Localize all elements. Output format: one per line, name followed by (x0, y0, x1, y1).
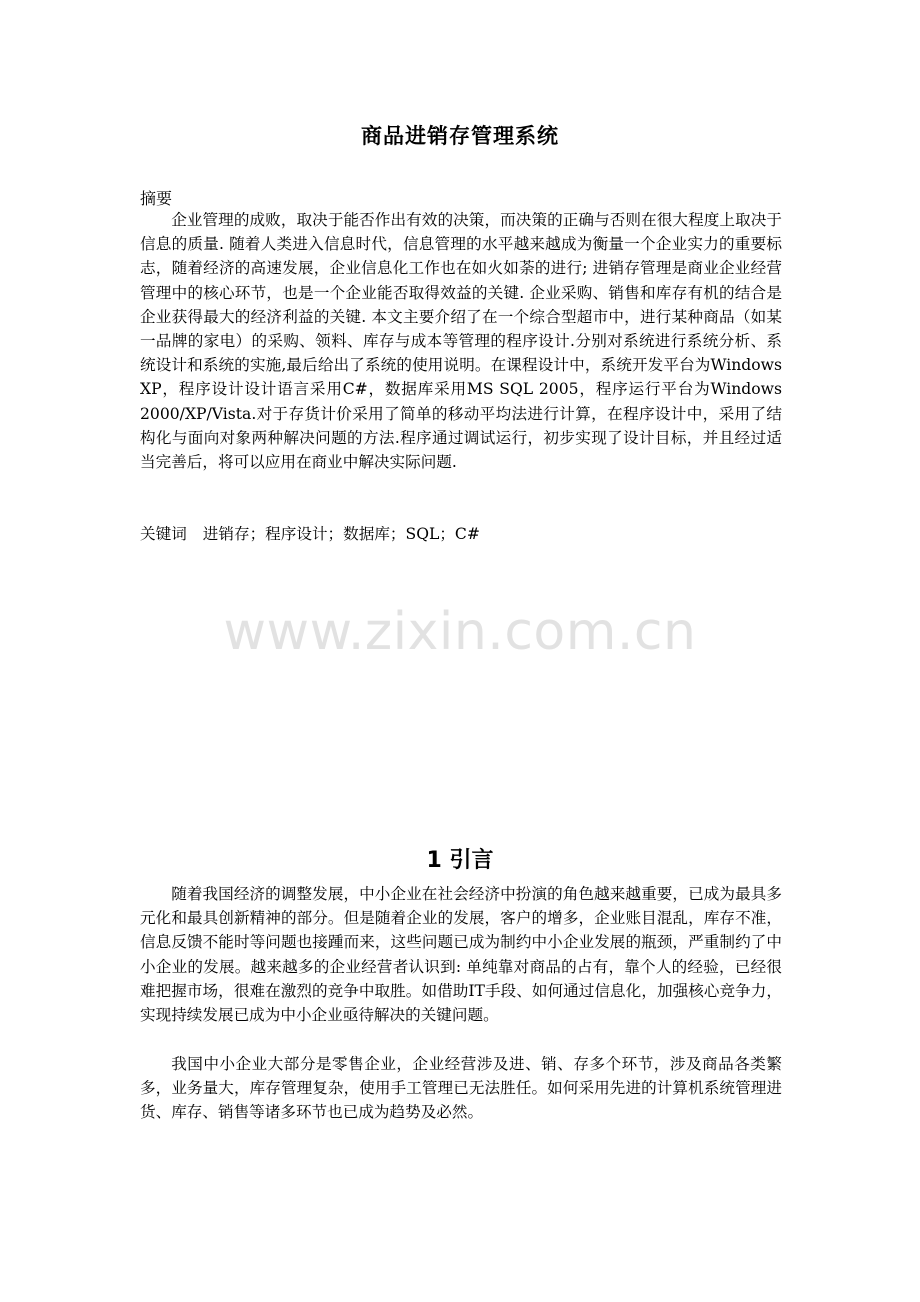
section-heading-introduction: 1 引言 (426, 848, 494, 873)
introduction-paragraph: 我国中小企业大部分是零售企业，企业经营涉及进、销、存多个环节，涉及商品各类繁多，业务量大，库存管理复杂，使用手工管理已无法胜任。如何采用先进的计算机系统管理进货、库存、销售等诸多环节也已成为趋势及必然。 (140, 1055, 782, 1122)
keywords-text: 进销存；程序设计；数据库；SQL；C# (202, 525, 480, 543)
introduction-paragraph: 随着我国经济的调整发展，中小企业在社会经济中扮演的角色越来越重要，已成为最具多元化和最具创新精神的部分。但是随着企业的发展，客户的增多，企业账目混乱，库存不准，信息反馈不能时等问题也接踵而来，这些问题已成为制约中小企业发展的瓶颈，严重制约了中小企业的发展。越来越多的企业经营者认识到: 单纯靠对商品的占有，靠个人的经验，已经很难把握市场，很难在激烈的竞争中取胜。如借助IT手段、如何通过信息化，加强核心竞争力，实现持续发展已成为中小企业亟待解决的关键问题。 (140, 885, 782, 1025)
abstract-body: 企业管理的成败，取决于能否作出有效的决策，而决策的正确与否则在很大程度上取决于信息的质量. 随着人类进入信息时代，信息管理的水平越来越成为衡量一个企业实力的重要标志，随着经济的高速发展，企业信息化工作也在如火如荼的进行; 进销存管理是商业企业经营管理中的核心环节，也是一个企业能否取得效益的关键. 企业采购、销售和库存有机的结合是企业获得最大的经济利益的关键. 本文主要介绍了在一个综合型超市中，进行某种商品（如某一品牌的家电）的采购、领料、库存与成本等管理的程序设计.分别对系统进行系统分析、系统设计和系统的实施,最后给出了系统的使用说明。在课程设计中，系统开发平台为Windows XP，程序设计设计语言采用C#，数据库采用MS SQL 2005，程序运行平台为Windows 2000/XP/Vista.对于存货计价采用了简单的移动平均法进行计算，在程序设计中，采用了结构化与面向对象两种解决问题的方法.程序通过调试运行，初步实现了设计目标，并且经过适当完善后，将可以应用在商业中解决实际问题. (140, 211, 782, 472)
keywords-line (140, 522, 480, 546)
keywords-label: 关键词 (140, 525, 187, 543)
document-title: 商品进销存管理系统 (361, 124, 559, 148)
watermark: www.zixin.com.cn (223, 602, 697, 662)
abstract-heading: 摘要 (140, 189, 173, 208)
